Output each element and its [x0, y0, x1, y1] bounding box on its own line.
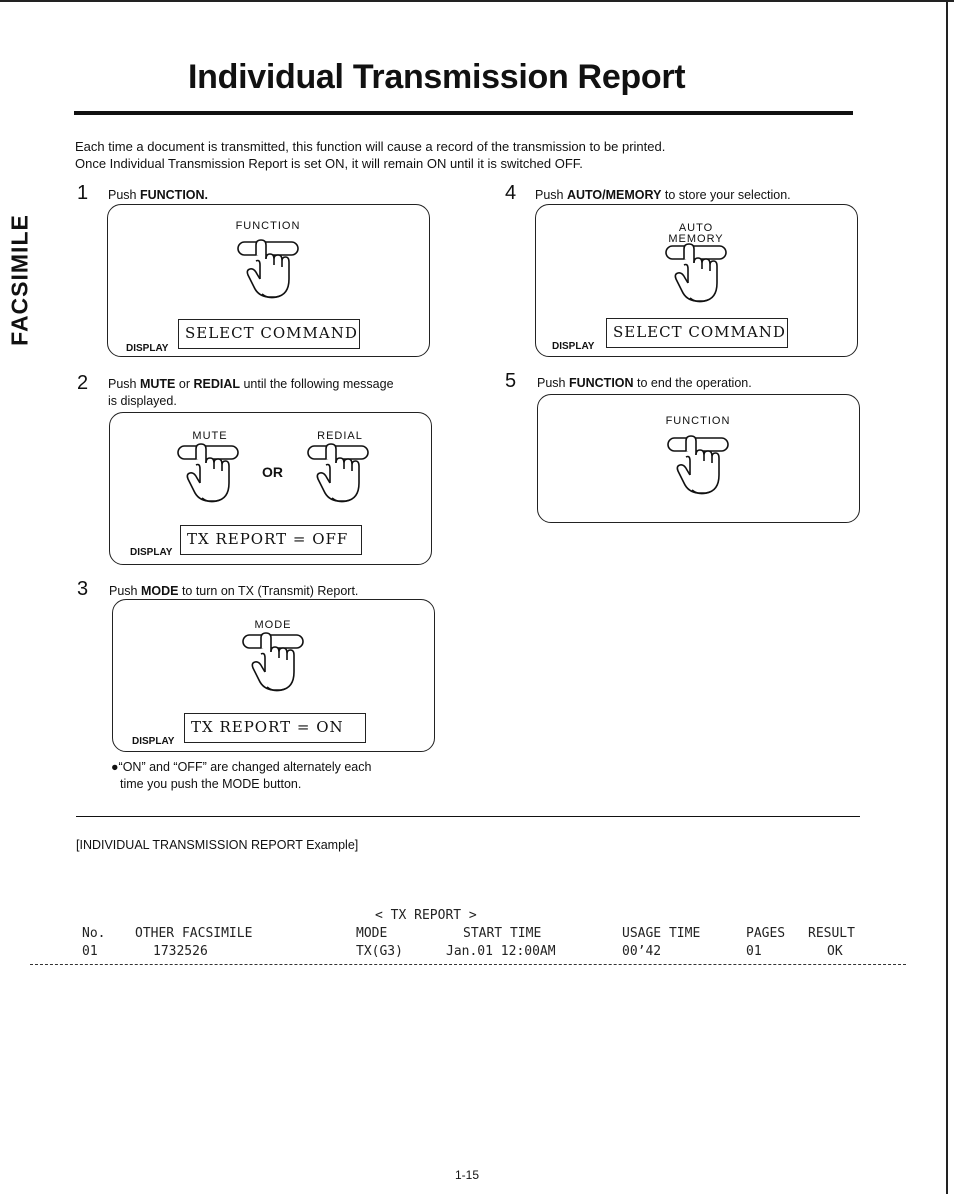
step-3-text: Push MODE to turn on TX (Transmit) Report. — [109, 584, 359, 598]
col-header-pages: PAGES — [746, 926, 786, 941]
step-4-number: 4 — [505, 182, 517, 204]
col-header-result: RESULT — [808, 926, 855, 941]
step-5-text: Push FUNCTION to end the operation. — [537, 376, 752, 390]
cell-other-facsimile: 1732526 — [153, 944, 208, 959]
lcd-display: TX REPORT = ON — [184, 713, 366, 743]
step-2-text: Push MUTE or REDIAL until the following message is displayed. — [108, 377, 394, 408]
display-label: DISPLAY — [132, 736, 175, 747]
page-title: Individual Transmission Report — [188, 58, 686, 96]
step-1-text: Push FUNCTION. — [108, 188, 209, 202]
col-header-usage-time: USAGE TIME — [622, 926, 701, 941]
step-4-panel — [535, 204, 858, 357]
example-title: [INDIVIDUAL TRANSMISSION REPORT Example] — [76, 838, 359, 852]
mode-button-icon[interactable] — [241, 632, 305, 694]
step-2-number: 2 — [77, 372, 89, 394]
display-label: DISPLAY — [552, 341, 595, 352]
cell-result: OK — [827, 944, 843, 959]
step-1-number: 1 — [77, 182, 89, 204]
redial-button-icon[interactable] — [306, 443, 370, 505]
auto-memory-button-label: AUTO MEMORY — [668, 222, 724, 245]
cell-mode: TX(G3) — [356, 944, 403, 959]
mode-button-label: MODE — [254, 619, 292, 631]
mute-button-icon[interactable] — [176, 443, 240, 505]
intro-line-2: Once Individual Transmission Report is set ON, it will remain ON until it is switched OFF. — [75, 156, 583, 171]
section-divider — [76, 816, 860, 817]
function-button-icon[interactable] — [666, 435, 730, 497]
mode-note: ●“ON” and “OFF” are changed alternately each time you push the MODE button. — [111, 760, 372, 791]
page-number: 1-15 — [455, 1168, 480, 1182]
display-label: DISPLAY — [126, 343, 169, 354]
function-button-icon[interactable] — [236, 239, 300, 301]
title-rule — [74, 111, 853, 115]
side-tab-label: FACSIMILE — [6, 214, 33, 346]
side-tab — [2, 210, 38, 350]
cell-no: 01 — [82, 944, 98, 959]
col-header-other-facsimile: OTHER FACSIMILE — [135, 926, 253, 941]
display-label: DISPLAY — [130, 547, 173, 558]
cell-usage-time: 00’42 — [622, 944, 662, 959]
cell-start-time: Jan.01 12:00AM — [446, 944, 556, 959]
col-header-no: No. — [82, 926, 106, 941]
function-button-label: FUNCTION — [235, 220, 301, 232]
auto-memory-button-icon[interactable] — [664, 243, 728, 305]
lcd-display: SELECT COMMAND — [178, 319, 360, 349]
col-header-start-time: START TIME — [463, 926, 542, 941]
col-header-mode: MODE — [356, 926, 388, 941]
mute-button-label: MUTE — [192, 430, 228, 442]
intro-text — [75, 138, 665, 172]
page-border-top — [0, 0, 954, 2]
cell-pages: 01 — [746, 944, 762, 959]
lcd-display: TX REPORT = OFF — [180, 525, 362, 555]
step-4-text: Push AUTO/MEMORY to store your selection. — [535, 188, 791, 202]
redial-button-label: REDIAL — [317, 430, 363, 442]
report-cut-line — [30, 964, 906, 965]
step-5-panel — [537, 394, 860, 523]
or-label: OR — [262, 464, 283, 480]
step-5-number: 5 — [505, 370, 517, 392]
lcd-display: SELECT COMMAND — [606, 318, 788, 348]
report-heading: < TX REPORT > — [375, 908, 477, 923]
step-2-panel — [109, 412, 432, 565]
step-3-number: 3 — [77, 578, 89, 600]
function-button-label: FUNCTION — [665, 415, 731, 427]
step-1-panel — [107, 204, 430, 357]
step-3-panel — [112, 599, 435, 752]
intro-line-1: Each time a document is transmitted, this function will cause a record of the transmission to be printed. — [75, 139, 666, 154]
page-border-right — [946, 0, 948, 1194]
